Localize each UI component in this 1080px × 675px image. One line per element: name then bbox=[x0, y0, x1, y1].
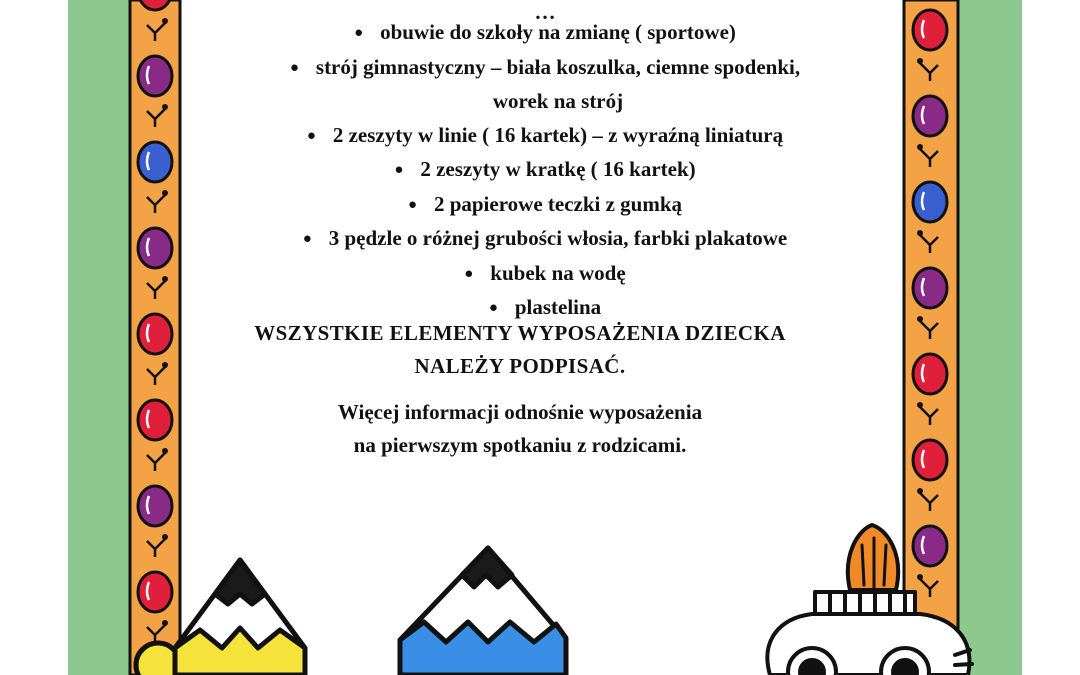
ornament-dot bbox=[162, 190, 168, 196]
ornament-bulb bbox=[138, 572, 172, 612]
list-item-text: obuwie do szkoły na zmianę ( sportowe) bbox=[380, 20, 736, 44]
list-item bbox=[190, 51, 900, 86]
ornament-dot bbox=[917, 144, 923, 150]
signature-notice bbox=[200, 317, 840, 383]
ornament-bulb bbox=[913, 526, 947, 566]
ornament-bulb bbox=[138, 314, 172, 354]
notice-line-1: WSZYSTKIE ELEMENTY WYPOSAŻENIA DZIECKA bbox=[254, 321, 786, 345]
ornament-bulb bbox=[913, 268, 947, 308]
ornament-dot bbox=[917, 488, 923, 494]
ornament-dot bbox=[162, 276, 168, 282]
left-green-band bbox=[68, 0, 130, 675]
list-item-text: 3 pędzle o różnej grubości włosia, farbki plakatowe bbox=[328, 226, 788, 250]
ornament-dot bbox=[162, 448, 168, 454]
list-item-text: 2 papierowe teczki z gumką bbox=[433, 191, 683, 216]
list-item-continuation: worek na strój bbox=[492, 89, 624, 113]
ornament-bulb bbox=[138, 228, 172, 268]
ornament-bulb bbox=[913, 182, 947, 222]
bullet-icon: ● bbox=[394, 162, 404, 178]
list-item bbox=[190, 188, 900, 223]
ornament-bulb bbox=[913, 354, 947, 394]
bullet-icon: ● bbox=[289, 59, 299, 76]
info-line-1: Więcej informacji odnośnie wyposażenia bbox=[337, 400, 703, 424]
ornament-dot bbox=[162, 362, 168, 368]
list-item bbox=[190, 257, 900, 292]
list-item-text: plastelina bbox=[514, 295, 602, 319]
ornament-bulb bbox=[913, 10, 947, 50]
ornament-dot bbox=[917, 316, 923, 322]
ornament-bulb bbox=[138, 486, 172, 526]
more-info bbox=[250, 396, 790, 462]
ornament-bulb bbox=[138, 142, 172, 182]
list-item-text: 2 zeszyty w kratkę ( 16 kartek) bbox=[420, 157, 696, 181]
list-item bbox=[190, 16, 900, 51]
ornament-dot bbox=[162, 620, 168, 626]
notice-line-2: NALEŻY PODPISAĆ. bbox=[414, 354, 626, 378]
ornament-dot bbox=[162, 534, 168, 540]
right-green-band bbox=[958, 0, 1022, 675]
list-item bbox=[190, 153, 900, 188]
ornament-bulb bbox=[138, 56, 172, 96]
bullet-icon: ● bbox=[407, 196, 418, 213]
supply-list bbox=[190, 0, 900, 326]
ornament-dot bbox=[917, 574, 923, 580]
bullet-icon: ● bbox=[488, 300, 498, 316]
list-item bbox=[190, 119, 900, 154]
ornament-dot bbox=[917, 402, 923, 408]
info-line-2: na pierwszym spotkaniu z rodzicami. bbox=[353, 433, 687, 457]
ornament-bulb bbox=[913, 440, 947, 480]
list-item-partial-top: … bbox=[534, 0, 556, 24]
bullet-icon: ● bbox=[302, 231, 312, 247]
list-item bbox=[190, 222, 900, 257]
ornament-dot bbox=[162, 104, 168, 110]
list-item-text: strój gimnastyczny – biała koszulka, ciemne spodenki, bbox=[315, 54, 801, 79]
ornament-bulb bbox=[913, 96, 947, 136]
ornament-dot bbox=[162, 18, 168, 24]
bullet-icon: ● bbox=[354, 25, 364, 41]
bullet-icon: ● bbox=[306, 127, 316, 144]
list-item-text: 2 zeszyty w linie ( 16 kartek) – z wyraźną liniaturą bbox=[332, 122, 784, 147]
main-content bbox=[190, 0, 900, 675]
ornament-dot bbox=[917, 58, 923, 64]
list-item-text: kubek na wodę bbox=[490, 260, 626, 285]
bullet-icon: ● bbox=[464, 265, 474, 282]
ornament-bulb bbox=[138, 400, 172, 440]
ornament-dot bbox=[917, 230, 923, 236]
